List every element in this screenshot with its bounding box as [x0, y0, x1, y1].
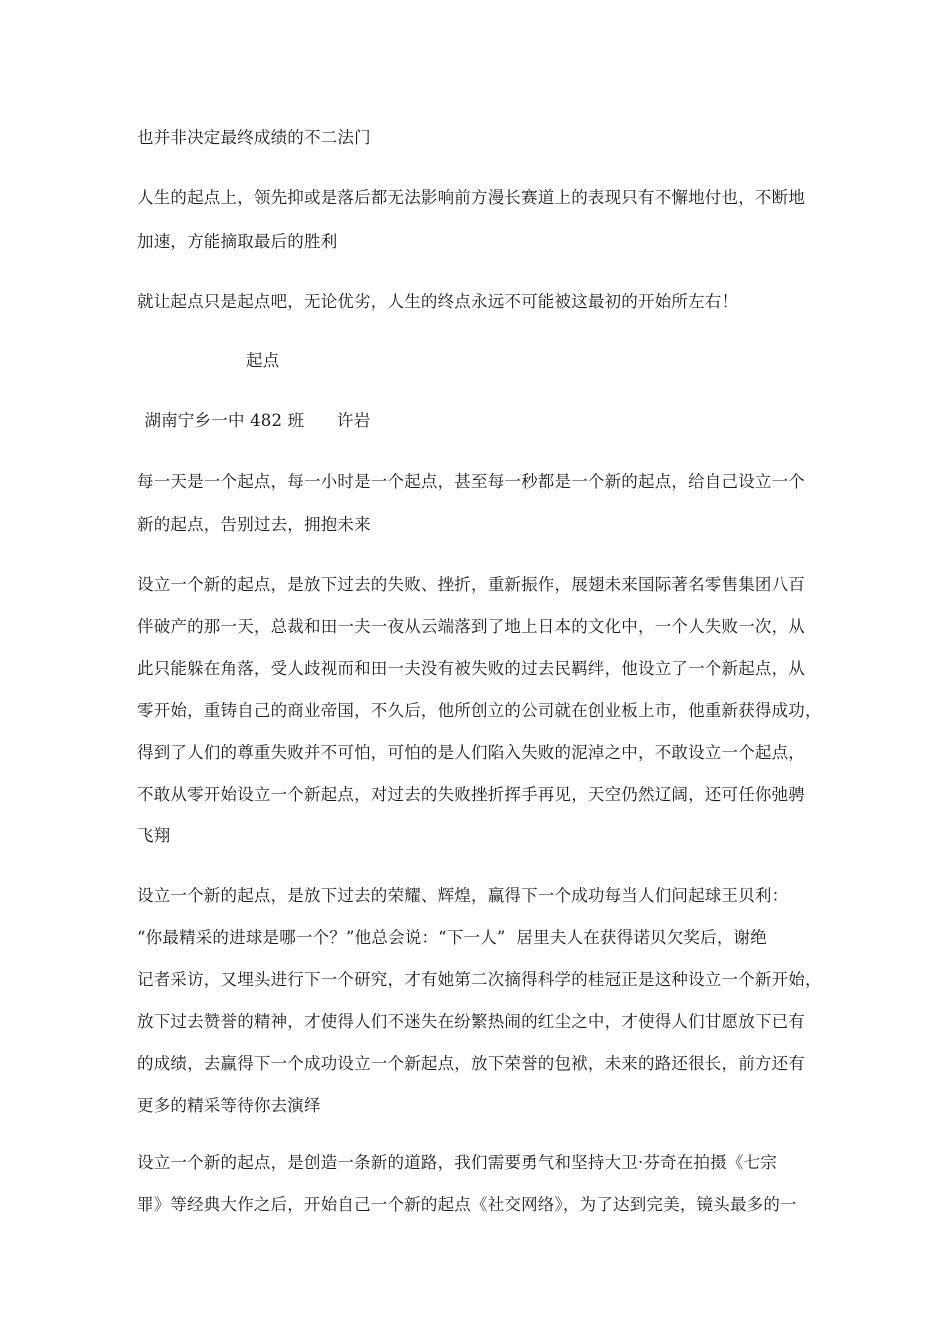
text-line: 设立一个新的起点，是创造一条新的道路，我们需要勇气和坚持大卫·芬奇在拍摄《七宗 — [137, 1153, 778, 1172]
essay-author: 湖南宁乡一中 482 班 许岩 — [139, 411, 371, 430]
text-line: 就让起点只是起点吧，无论优劣，人生的终点永远不可能被这最初的开始所左右！ — [137, 292, 739, 311]
text-line: 每一天是一个起点，每一小时是一个起点，甚至每一秒都是一个新的起点，给自己设立一个 — [137, 472, 805, 491]
text-line: 罪》等经典大作之后，开始自己一个新的起点《社交网络》，为了达到完美，镜头最多的一 — [137, 1195, 797, 1214]
text-line: 零开始，重铸自己的商业帝国，不久后，他所创立的公司就在创业板上市，他重新获得成功， — [137, 701, 822, 720]
text-line: 不敢从零开始设立一个新起点，对过去的失败挫折挥手再见，天空仍然辽阔，还可任你弛骋 — [137, 785, 805, 804]
text-line: 更多的精采等待你去演绎 — [137, 1096, 321, 1115]
text-line: 人生的起点上，领先抑或是落后都无法影响前方漫长赛道上的表现只有不懈地付也，不断地 — [137, 188, 805, 207]
text-line: 此只能躲在角落，受人歧视而和田一夫没有被失败的过去民羁绊，他设立了一个新起点，从 — [137, 659, 805, 678]
text-line: 加速，方能摘取最后的胜利 — [137, 232, 338, 251]
text-line: 飞翔 — [137, 826, 171, 845]
text-line: 设立一个新的起点，是放下过去的失败、挫折，重新振作，展翅未来国际著名零售集团八百 — [137, 575, 805, 594]
essay-title: 起点 — [246, 351, 280, 370]
text-line: 设立一个新的起点，是放下过去的荣耀、辉煌，赢得下一个成功每当人们问起球王贝利： — [137, 886, 789, 905]
text-line: 得到了人们的尊重失败并不可怕，可怕的是人们陷入失败的泥淖之中，不敢设立一个起点， — [137, 743, 805, 762]
text-line: “你最精采的进球是哪一个？”他总会说：“下一人” 居里夫人在获得诺贝欠奖后，谢绝 — [137, 928, 767, 947]
text-line: 放下过去赞誉的精神，才使得人们不迷失在纷繁热闹的红尘之中，才使得人们甘愿放下已有 — [137, 1012, 805, 1031]
text-line: 的成绩，去赢得下一个成功设立一个新起点，放下荣誉的包袱，未来的路还很长，前方还有 — [137, 1054, 805, 1073]
text-line: 伴破产的那一天，总裁和田一夫一夜从云端落到了地上日本的文化中，一个人失败一次，从 — [137, 617, 805, 636]
text-line: 新的起点，告别过去，拥抱未来 — [137, 515, 371, 534]
text-line: 记者采访，又埋头进行下一个研究，才有她第二次摘得科学的桂冠正是这种设立一个新开始， — [137, 970, 822, 989]
text-line: 也并非决定最终成绩的不二法门 — [137, 128, 371, 147]
